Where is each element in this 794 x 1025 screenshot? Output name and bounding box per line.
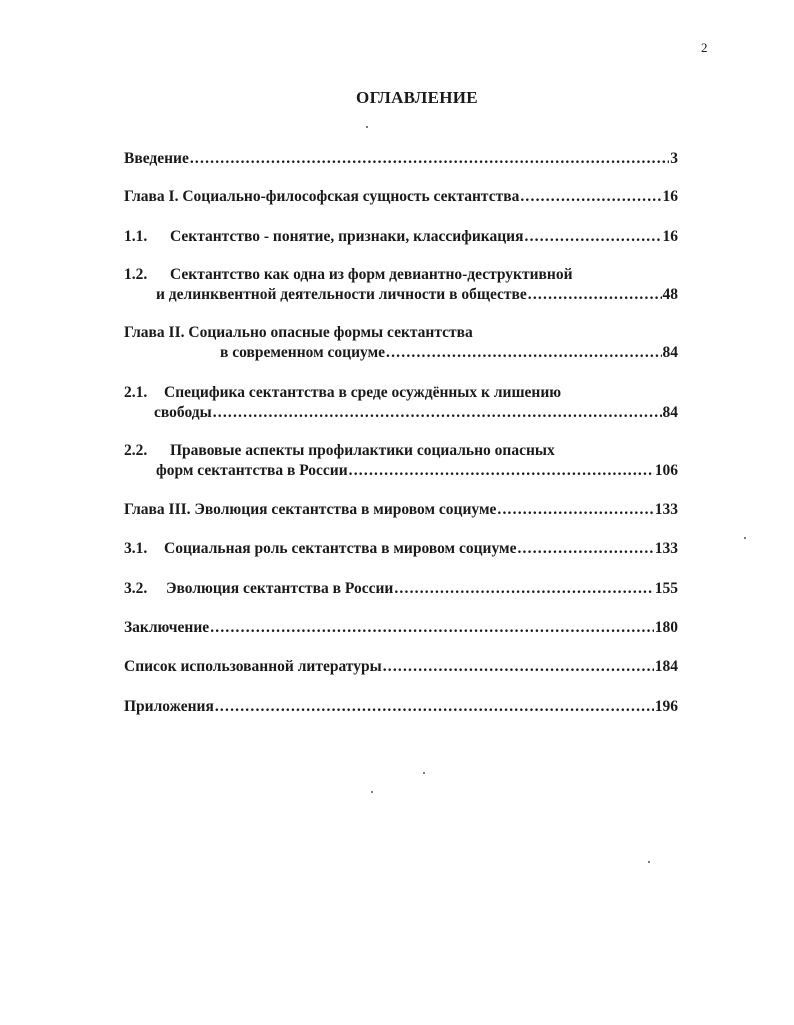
toc-entry-section-2-2[interactable] xyxy=(124,441,678,481)
toc-leader-dots xyxy=(210,618,654,638)
toc-entry-bibliography[interactable] xyxy=(124,657,678,677)
toc-entry-label: Глава II. Социально опасные формы сектантства xyxy=(124,324,473,341)
toc-leader-dots xyxy=(517,539,653,559)
toc-leader-dots xyxy=(497,500,653,520)
toc-entry-number: 3.1. xyxy=(124,540,148,557)
scan-speck xyxy=(366,126,368,128)
toc-entry-label: Глава III. Эволюция сектантства в мировом социуме xyxy=(124,501,497,518)
toc-entry-label: Заключение xyxy=(124,619,210,636)
toc-page-number: 133 xyxy=(654,501,678,518)
toc-entry-conclusion[interactable] xyxy=(124,618,678,638)
toc-entry-label: Список использованной литературы xyxy=(124,658,382,675)
toc-entry-label-continued: и делинквентной деятельности личности в обществе xyxy=(156,286,527,303)
toc-title: ОГЛАВЛЕНИЕ xyxy=(356,88,478,107)
toc-entry-number: 1.1. xyxy=(124,228,148,245)
toc-entry-label: Сектантство как одна из форм девиантно-деструктивной xyxy=(170,266,573,283)
toc-entry-number: 1.2. xyxy=(124,266,148,283)
toc-entry-label: Сектантство - понятие, признаки, классификация xyxy=(170,228,524,245)
scan-speck xyxy=(423,772,425,774)
toc-leader-dots xyxy=(213,403,662,423)
toc-entry-number: 2.1. xyxy=(124,384,148,401)
toc-page-number: 133 xyxy=(654,540,678,557)
toc-leader-dots xyxy=(383,657,654,677)
toc-leader-dots xyxy=(215,697,654,717)
toc-entry-label: Социальная роль сектантства в мировом социуме xyxy=(164,540,517,557)
toc-entry-chapter-2[interactable] xyxy=(124,323,678,363)
toc-leader-dots xyxy=(525,227,662,247)
page-number: 2 xyxy=(701,40,708,55)
toc-leader-dots xyxy=(386,343,661,363)
toc-page-number: 155 xyxy=(654,580,678,597)
toc-page-number: 16 xyxy=(662,228,678,245)
toc-page-number: 48 xyxy=(662,286,678,303)
toc-page-number: 184 xyxy=(654,658,678,675)
toc-leader-dots xyxy=(528,285,662,305)
toc-entry-number: 2.2. xyxy=(124,442,148,459)
toc-page-number: 196 xyxy=(654,698,678,715)
toc-entry-section-3-1[interactable] xyxy=(124,539,678,559)
toc-page-number: 84 xyxy=(662,404,678,421)
toc-leader-dots xyxy=(520,187,661,207)
toc-entry-chapter-3[interactable] xyxy=(124,500,678,520)
toc-entry-section-2-1[interactable] xyxy=(124,383,678,423)
scan-speck xyxy=(744,537,746,539)
toc-entry-label: Глава I. Социально-философская сущность сектантства xyxy=(124,188,520,205)
toc-entry-section-1-1[interactable] xyxy=(124,227,678,247)
toc-entry-label: Приложения xyxy=(124,698,214,715)
toc-entry-label-continued: свободы xyxy=(154,404,212,421)
toc-page-number: 84 xyxy=(662,344,678,361)
toc-entry-introduction[interactable] xyxy=(124,149,678,169)
toc-entry-chapter-1[interactable] xyxy=(124,187,678,207)
toc-entry-section-3-2[interactable] xyxy=(124,579,678,599)
toc-page-number: 106 xyxy=(654,462,678,479)
toc-entry-label: Правовые аспекты профилактики социально опасных xyxy=(170,442,555,459)
toc-page-number: 180 xyxy=(654,619,678,636)
toc-entry-label-continued: форм сектантства в России xyxy=(156,462,348,479)
toc-leader-dots xyxy=(349,461,654,481)
toc-leader-dots xyxy=(394,579,653,599)
scan-speck xyxy=(648,861,650,863)
toc-entry-label: Специфика сектантства в среде осуждённых к лишению xyxy=(164,384,562,401)
toc-leader-dots xyxy=(190,149,669,169)
toc-entry-appendices[interactable] xyxy=(124,697,678,717)
toc-entry-label: Введение xyxy=(124,150,189,167)
toc-entry-label-continued: в современном социуме xyxy=(220,344,386,361)
toc-entry-number: 3.2. xyxy=(124,580,148,597)
scan-speck xyxy=(371,791,373,793)
toc-entry-label: Эволюция сектантства в России xyxy=(166,580,394,597)
toc-page-number: 3 xyxy=(670,150,678,167)
toc-entry-section-1-2[interactable] xyxy=(124,265,678,305)
toc-page-number: 16 xyxy=(662,188,678,205)
